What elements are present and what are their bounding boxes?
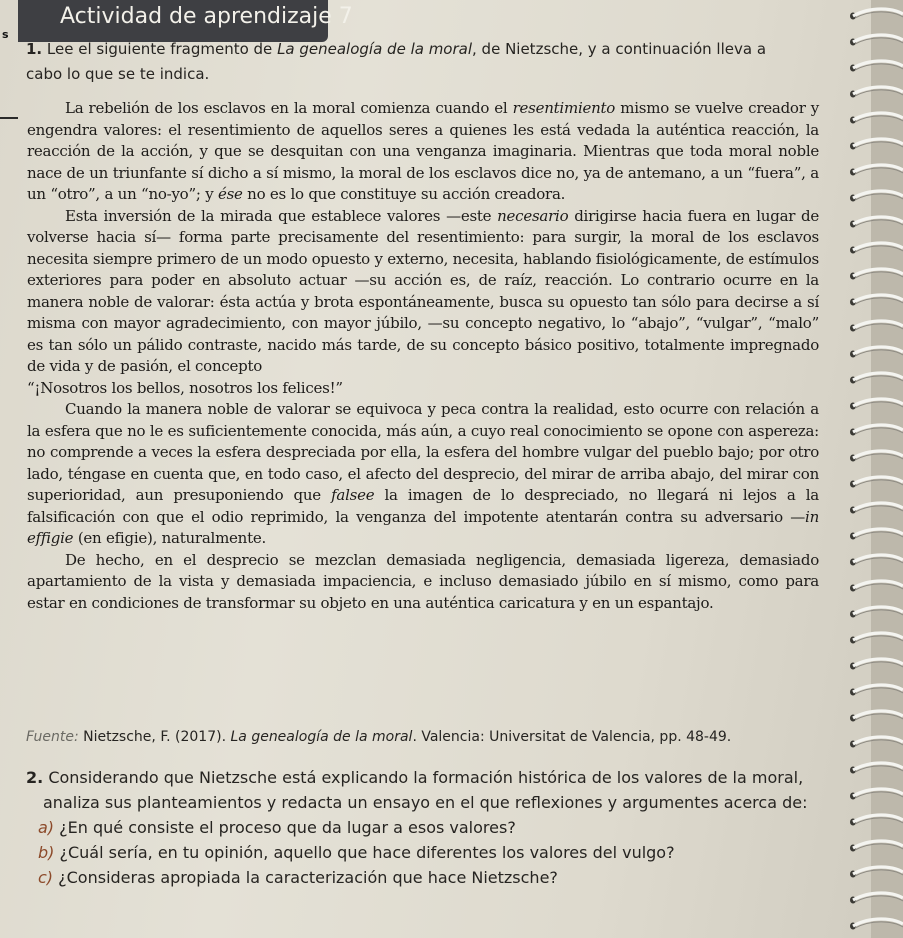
passage-paragraph-1 [27, 98, 819, 206]
spiral-binding [831, 0, 903, 938]
source-label: Fuente: [26, 729, 79, 745]
item-text: ¿En qué consiste el proceso que da lugar a esos valores? [59, 818, 516, 837]
passage-text: la imagen de lo despreciado, no llegará ni lejos a la falsificación con que el odio reprimido, la venganza del impotente atentarán contra su adversario — [27, 486, 819, 526]
item-letter: c) [38, 868, 54, 887]
margin-mark [0, 117, 18, 119]
passage-italic: in effigie [27, 507, 819, 547]
question-2-line-1 [26, 765, 816, 790]
question-1 [26, 37, 786, 87]
question-2-item-a [26, 815, 816, 840]
item-text: ¿Consideras apropiada la caracterización que hace Nietzsche? [58, 868, 558, 887]
question-2-line-2: analiza sus planteamientos y redacta un ensayo en el que reflexiones y argumentes acerca de: [43, 793, 808, 812]
item-text: ¿Cuál sería, en tu opinión, aquello que hace diferentes los valores del vulgo? [59, 843, 675, 862]
page-number: s [2, 28, 9, 41]
passage-text: Cuando la manera noble de valorar se equivoca y peca contra la realidad, esto ocurre con relación a la esfera que no le es suficientemente conocida, más aún, a cuyo real conocimiento se opone con aspereza: no comprende a veces la esfera despreciada por ella, la esfera del hombre vulgar del pueblo bajo; por otro lado, téngase en cuenta que, en todo caso, el afecto del desprecio, del mirar de arriba abajo, del mirar con superioridad, aun presuponiendo que [27, 400, 819, 504]
question-2-number: 2. [26, 768, 44, 787]
passage-text: no es lo que constituye su acción creadora. [242, 185, 566, 203]
passage-text: Esta inversión de la mirada que establece valores —este [65, 206, 498, 225]
item-letter: a) [38, 818, 55, 837]
question-1-text-before: Lee el siguiente fragmento de [46, 40, 278, 58]
question-1-book-title: La genealogía de la moral [277, 40, 473, 58]
passage-text: mismo se vuelve creador y engendra valores: el resentimiento de aquellos seres a quienes les está vedada la auténtica reacción, la reacción de la acción, y que se desquitan con una venganza imaginaria. Mientras que toda moral noble nace de un triunfante sí dicho a sí mismo, la moral de los esclavos dice no, ya de antemano, a un “fuera”, a un “otro”, a un “no-yo”; y [27, 99, 819, 203]
passage-italic: necesario [497, 206, 569, 225]
question-2-item-b [26, 840, 816, 865]
item-letter: b) [38, 843, 55, 862]
passage-paragraph-2 [27, 206, 819, 378]
question-1-number: 1. [26, 40, 43, 58]
question-2-text: Considerando que Nietzsche está explicando la formación histórica de los valores de la moral, [48, 768, 804, 787]
question-1-text-after: , de Nietzsche, y a continuación lleva a cabo lo que se te indica. [26, 40, 767, 83]
passage-paragraph-4 [27, 399, 819, 550]
passage-italic: ése [217, 185, 243, 203]
source-text-b: . Valencia: Universitat de Valencia, pp. 48-49. [412, 729, 732, 745]
source-citation [26, 727, 806, 747]
passage-quote: “¡Nosotros los bellos, nosotros los felices!” [27, 378, 343, 397]
passage-text: dirigirse hacia fuera en lugar de volverse hacia sí— forma parte precisamente del resentimiento: para surgir, la moral de los esclavos necesita siempre primero de un modo opuesto y externo, necesita, hablando fisiológicamente, de estímulos exteriores para poder en absoluto actuar —su acción es, de raíz, reacción. Lo contrario ocurre en la manera noble de valorar: ésta actúa y brota espontáneamente, busca su opuesto tan sólo para decirse a sí misma con mayor agradecimiento, con mayor júbilo, —su concepto negativo, lo “abajo”, “vulgar”, “malo” es tan sólo un pálido contraste, nacido más tarde, de su concepto básico positivo, totalmente impregnado de vida y de pasión, el concepto [27, 206, 819, 375]
passage-text: La rebelión de los esclavos en la moral comienza cuando el [65, 99, 513, 117]
nietzsche-passage [27, 98, 819, 614]
question-2-item-c [26, 865, 816, 890]
passage-italic: resentimiento [512, 99, 616, 117]
question-2 [26, 765, 816, 890]
source-text-a: Nietzsche, F. (2017). [78, 729, 231, 745]
source-book-title: La genealogía de la moral [230, 729, 413, 745]
activity-title: Actividad de aprendizaje 7 [60, 4, 353, 29]
passage-paragraph-5: De hecho, en el desprecio se mezclan demasiada negligencia, demasiada ligereza, demasiado apartamiento de la vista y demasiada impaciencia, e incluso demasiado júbilo en sí mismo, como para estar en condiciones de transformar su objeto en una auténtica caricatura y en un espantajo. [27, 550, 819, 612]
passage-italic: falsee [331, 486, 375, 504]
passage-text: (en efigie), naturalmente. [73, 529, 267, 547]
